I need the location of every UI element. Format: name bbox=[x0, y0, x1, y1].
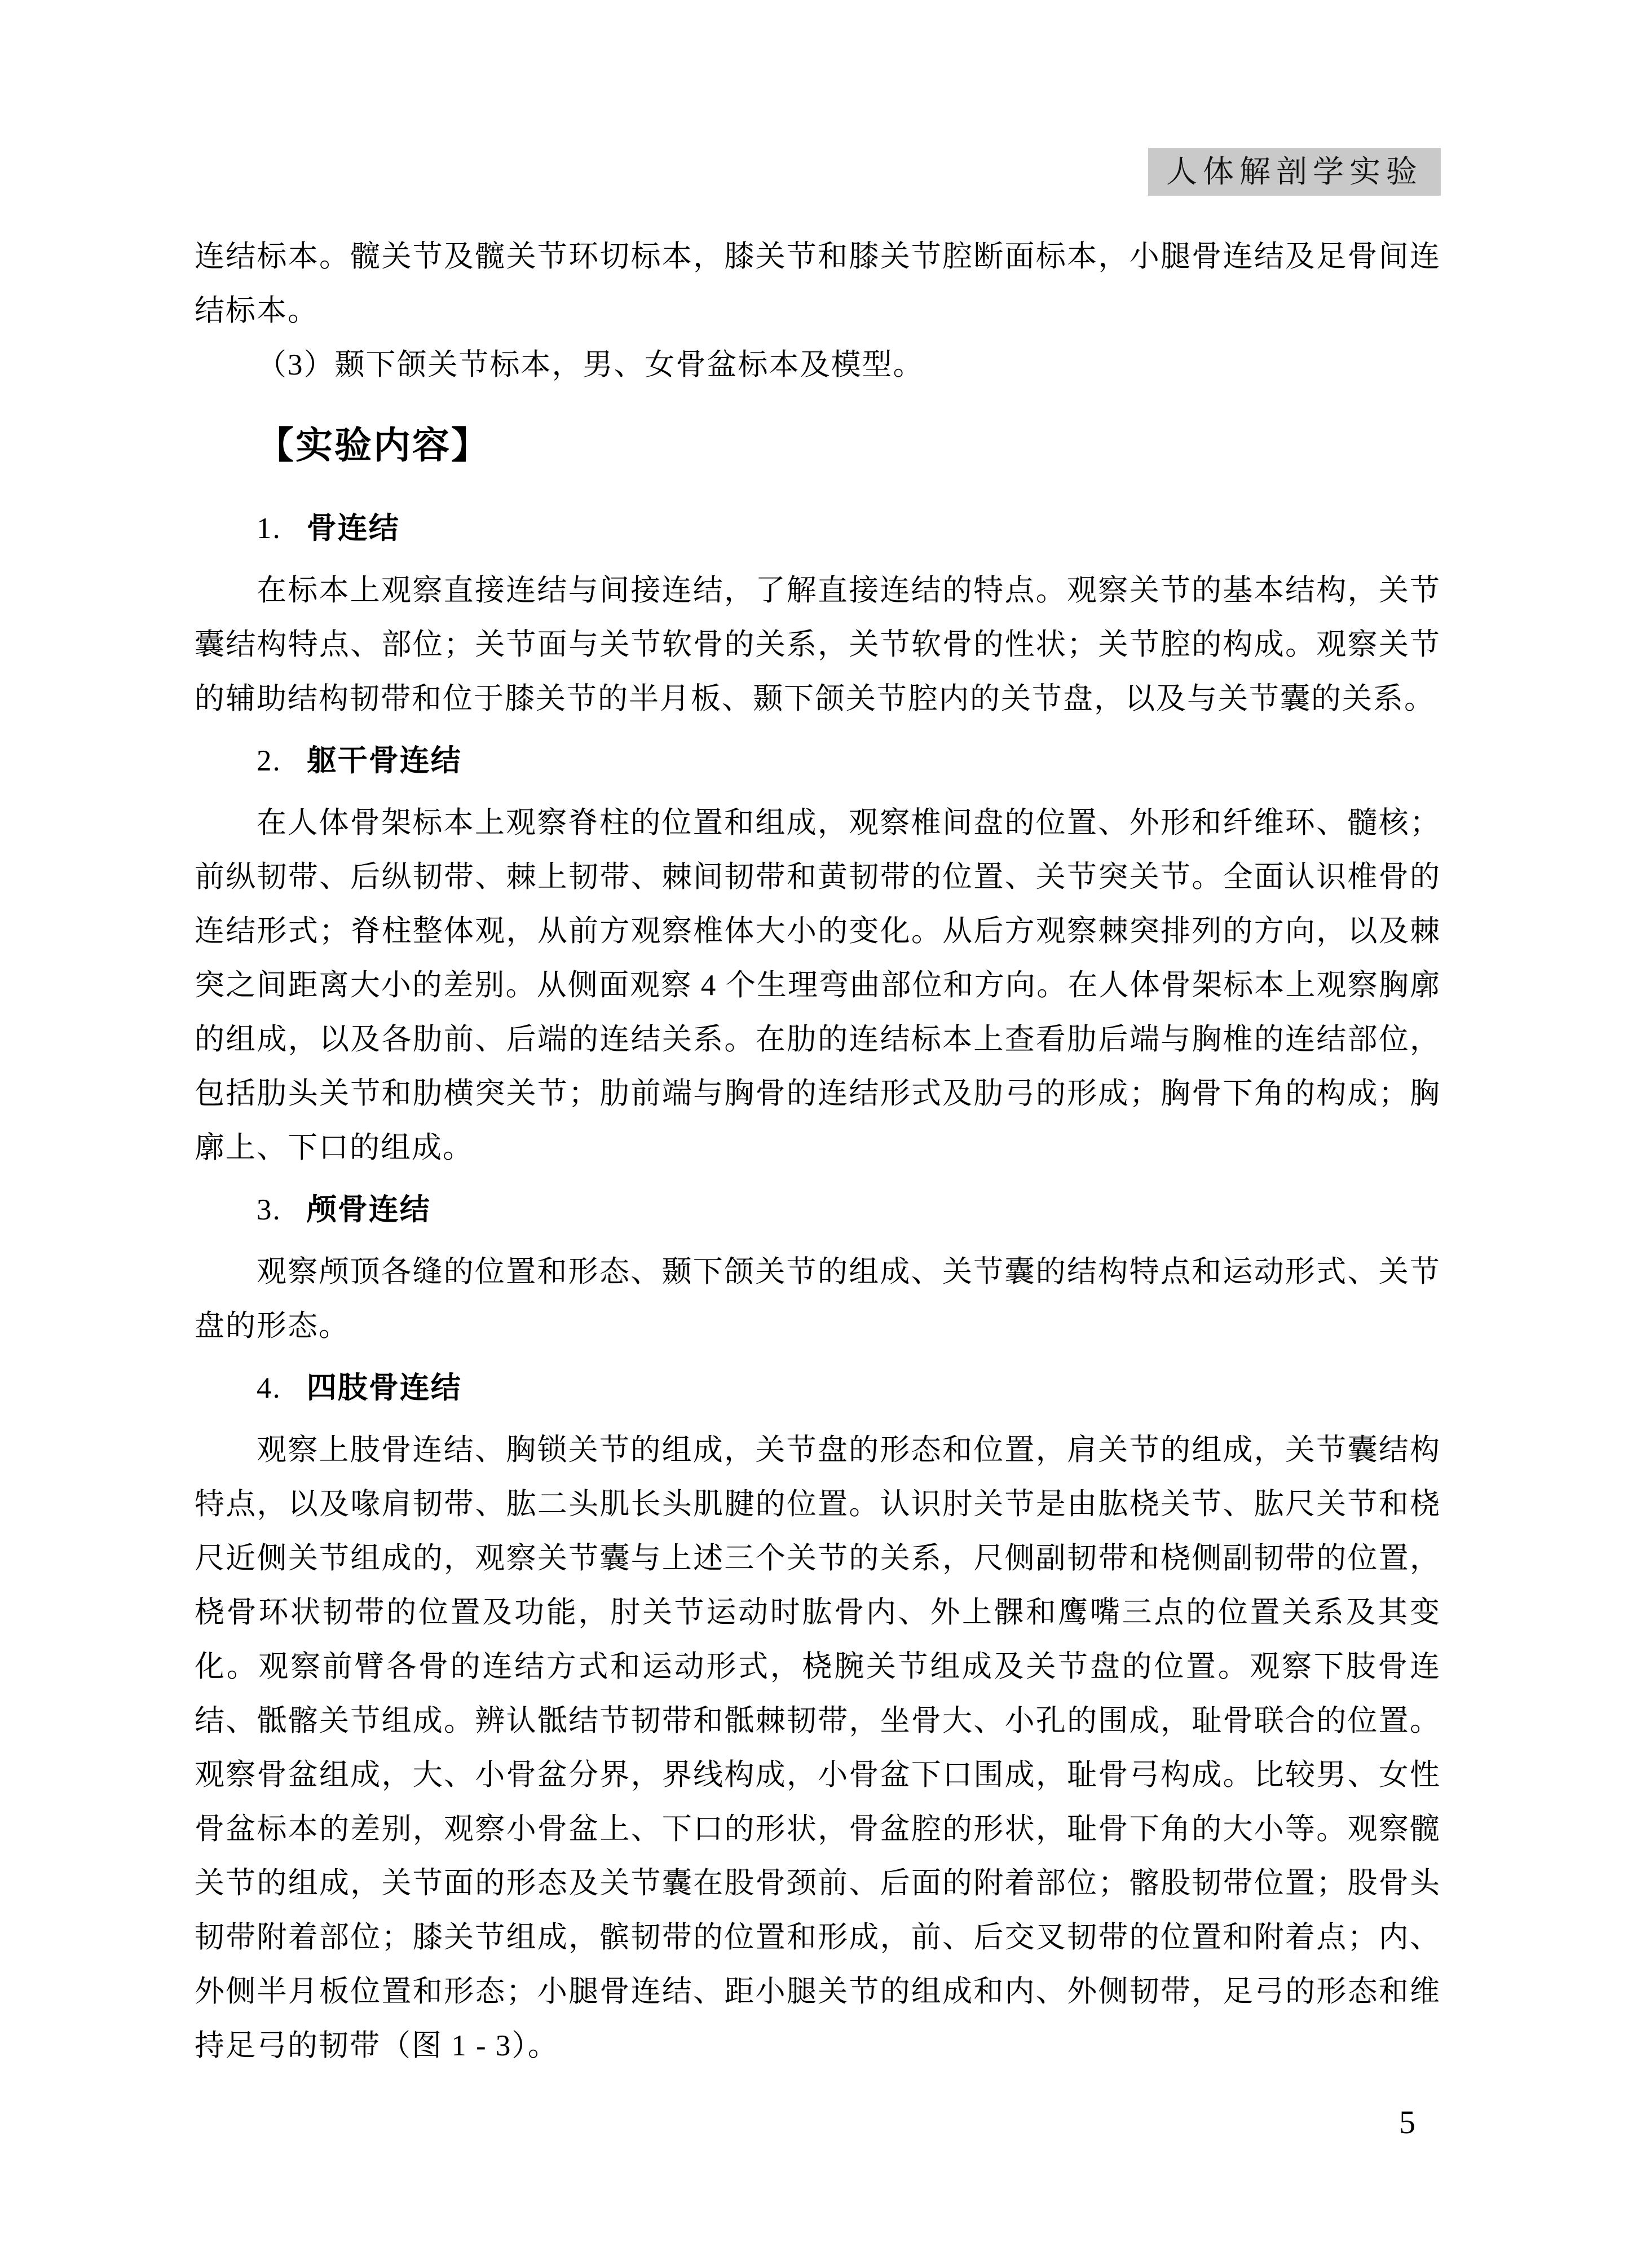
subheading-number: 2. bbox=[257, 745, 281, 777]
subheading-trunk-bone-connection bbox=[195, 734, 1441, 788]
paragraph-skull-connection: 观察颅顶各缝的位置和形态、颞下颌关节的组成、关节囊的结构特点和运动形式、关节盘的形态。 bbox=[195, 1256, 1441, 1342]
paragraph-limb-bone-connection: 观察上肢骨连结、胸锁关节的组成，关节盘的形态和位置，肩关节的组成，关节囊结构特点，以及喙肩韧带、肱二头肌长头肌腱的位置。认识肘关节是由肱桡关节、肱尺关节和桡尺近侧关节组成的，观察关节囊与上述三个关节的关系，尺侧副韧带和桡侧副韧带的位置，桡骨环状韧带的位置及功能，肘关节运动时肱骨内、外上髁和鹰嘴三点的位置关系及其变化。观察前臂各骨的连结方式和运动形式，桡腕关节组成及关节盘的位置。观察下肢骨连结、骶髂关节组成。辨认骶结节韧带和骶棘韧带，坐骨大、小孔的围成，耻骨联合的位置。观察骨盆组成，大、小骨盆分界，界线构成，小骨盆下口围成，耻骨弓构成。比较男、女性骨盆标本的差别，观察小骨盆上、下口的形状，骨盆腔的形状，耻骨下角的大小等。观察髋关节的组成，关节面的形态及关节囊在股骨颈前、后面的附着部位；髂股韧带位置；股骨头韧带附着部位；膝关节组成，髌韧带的位置和形成，前、后交叉韧带的位置和附着点；内、外侧半月板位置和形态；小腿骨连结、距小腿关节的组成和内、外侧韧带，足弓的形态和维持足弓的韧带（图 1 - 3）。 bbox=[195, 1434, 1441, 2062]
subheading-number: 3. bbox=[257, 1194, 281, 1226]
page-header bbox=[195, 148, 1441, 196]
subheading-limb-bone-connection bbox=[195, 1361, 1441, 1415]
subheading-title: 躯干骨连结 bbox=[306, 744, 462, 777]
subheading-number: 1. bbox=[257, 512, 281, 545]
subheading-title: 颅骨连结 bbox=[306, 1193, 431, 1226]
page-content bbox=[195, 230, 1441, 2073]
running-head-badge: 人体解剖学实验 bbox=[1148, 148, 1441, 196]
page-number: 5 bbox=[1399, 2104, 1415, 2141]
paragraph-bone-connection: 在标本上观察直接连结与间接连结，了解直接连结的特点。观察关节的基本结构，关节囊结构特点、部位；关节面与关节软骨的关系，关节软骨的性状；关节腔的构成。观察关节的辅助结构韧带和位于膝关节的半月板、颞下颌关节腔内的关节盘，以及与关节囊的关系。 bbox=[195, 574, 1441, 715]
section-heading-experiment-content: 【实验内容】 bbox=[257, 424, 490, 466]
paragraph-item-3: （3）颞下颌关节标本，男、女骨盆标本及模型。 bbox=[257, 349, 924, 381]
paragraph-specimen-continuation: 连结标本。髋关节及髋关节环切标本，膝关节和膝关节腔断面标本，小腿骨连结及足骨间连结标本。 bbox=[195, 240, 1441, 327]
paragraph-trunk-bone-connection: 在人体骨架标本上观察脊柱的位置和组成，观察椎间盘的位置、外形和纤维环、髓核；前纵韧带、后纵韧带、棘上韧带、棘间韧带和黄韧带的位置、关节突关节。全面认识椎骨的连结形式；脊柱整体观，从前方观察椎体大小的变化。从后方观察棘突排列的方向，以及棘突之间距离大小的差别。从侧面观察 4 个生理弯曲部位和方向。在人体骨架标本上观察胸廓的组成，以及各肋前、后端的连结关系。在肋的连结标本上查看肋后端与胸椎的连结部位，包括肋头关节和肋横突关节；肋前端与胸骨的连结形式及肋弓的形成；胸骨下角的构成；胸廓上、下口的组成。 bbox=[195, 807, 1441, 1164]
subheading-number: 4. bbox=[257, 1372, 281, 1404]
subheading-title: 骨连结 bbox=[306, 512, 400, 545]
subheading-title: 四肢骨连结 bbox=[306, 1371, 462, 1404]
subheading-skull-connection bbox=[195, 1183, 1441, 1237]
subheading-bone-connection bbox=[195, 501, 1441, 556]
